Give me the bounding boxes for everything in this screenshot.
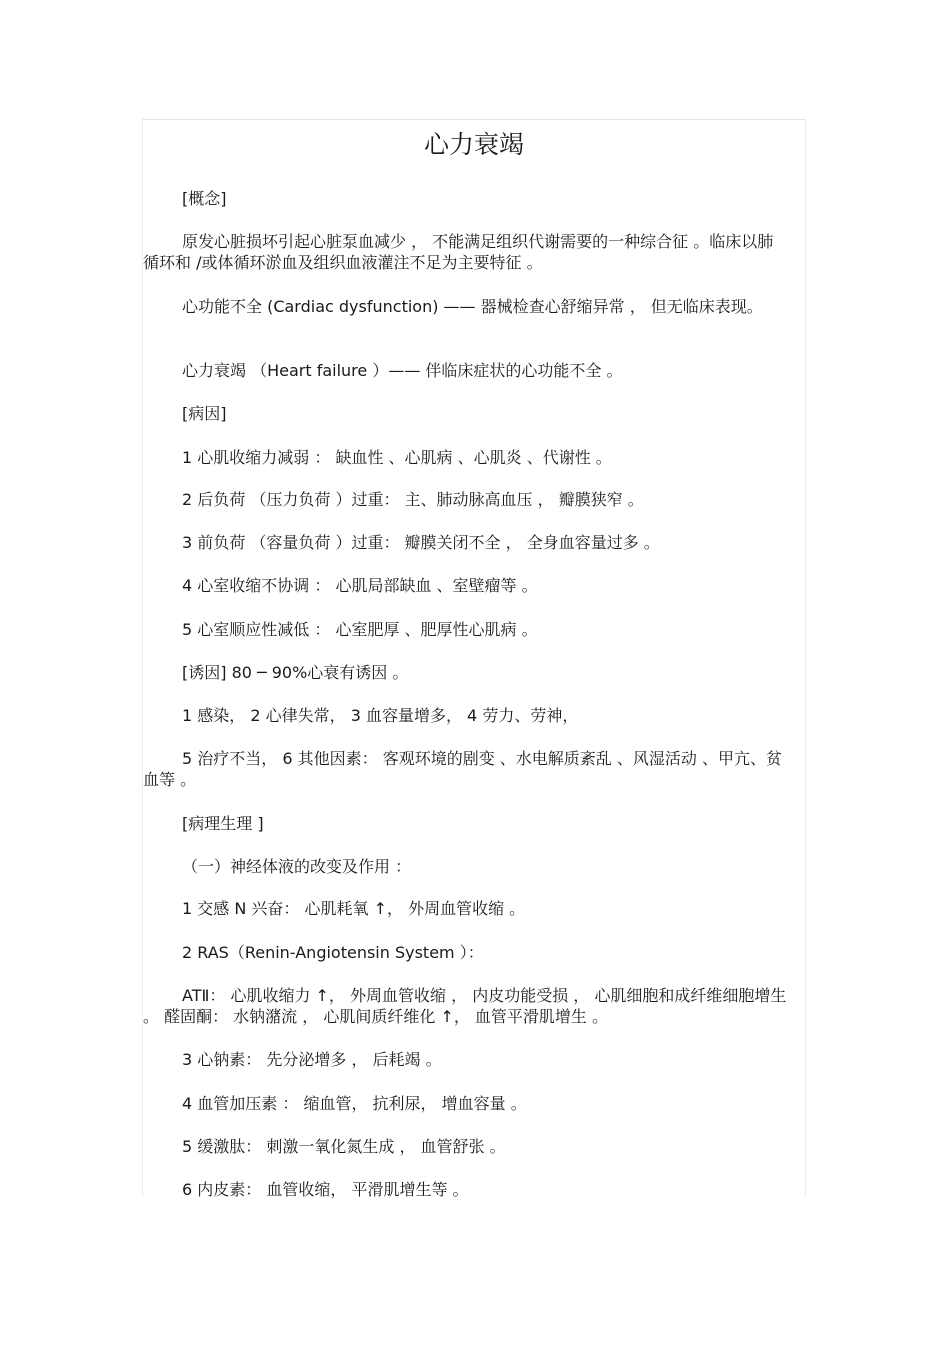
subsection-heading: （一）神经体液的改变及作用 ： [182, 857, 412, 876]
page-frame [142, 119, 806, 1197]
section-heading-pathophysiology: [病理生理 ] [182, 814, 264, 833]
list-item: 4 心室收缩不协调 ： 心肌局部缺血 、室壁瘤等 。 [182, 576, 538, 595]
list-item: 1 感染， 2 心律失常， 3 血容量增多， 4 劳力、劳神， [182, 706, 579, 725]
paragraph-cardiac-dysfunction: 心功能不全 (Cardiac dysfunction) —— 器械检查心舒缩异常 ， 但无临床表现。 [182, 297, 763, 316]
list-item: 4 血管加压素 ： 缩血管， 抗利尿， 增血容量 。 [182, 1094, 527, 1113]
list-item: 5 缓激肽： 刺激一氧化氮生成 ， 血管舒张 。 [182, 1137, 506, 1156]
list-item: 5 心室顺应性减低 ： 心室肥厚 、肥厚性心肌病 。 [182, 620, 538, 639]
list-item: 2 RAS（Renin-Angiotensin System ）： [182, 943, 484, 962]
section-heading-etiology: [病因] [182, 404, 227, 423]
list-item: 6 内皮素： 血管收缩， 平滑肌增生等 。 [182, 1180, 469, 1199]
list-item: 2 后负荷 （压力负荷 ）过重： 主、肺动脉高血压 ， 瓣膜狭窄 。 [182, 490, 644, 509]
list-item: 1 心肌收缩力减弱 ： 缺血性 、心肌病 、心肌炎 、代谢性 。 [182, 448, 612, 467]
paragraph-angiotensin: ATⅡ： 心肌收缩力 ↑， 外周血管收缩 ， 内皮功能受损 ， 心肌细胞和成纤维细胞增生 。 醛固酮： 水钠潴流 ， 心肌间质纤维化 ↑， 血管平滑肌增生 。 [143, 986, 792, 1026]
paragraph-definition: 原发心脏损坏引起心脏泵血减少 ， 不能满足组织代谢需要的一种综合征 。临床以肺循环和 /或体循环淤血及组织血液灌注不足为主要特征 。 [143, 232, 774, 272]
list-item: 1 交感 N 兴奋： 心肌耗氧 ↑， 外周血管收缩 。 [182, 899, 526, 918]
paragraph-heart-failure: 心力衰竭 （Heart failure ）—— 伴临床症状的心功能不全 。 [182, 361, 623, 380]
section-heading-concept: [概念] [182, 189, 227, 208]
document-title: 心力衰竭 [423, 130, 524, 159]
list-item: 3 前负荷 （容量负荷 ）过重： 瓣膜关闭不全 ， 全身血容量过多 。 [182, 533, 660, 552]
section-heading-triggers: [诱因] 80 ─ 90%心衰有诱因 。 [182, 663, 409, 682]
list-item: 3 心钠素： 先分泌增多 ， 后耗竭 。 [182, 1050, 442, 1069]
list-item: 5 治疗不当， 6 其他因素： 客观环境的剧变 、水电解质紊乱 、风湿活动 、甲亢、贫血等 。 [143, 749, 782, 789]
